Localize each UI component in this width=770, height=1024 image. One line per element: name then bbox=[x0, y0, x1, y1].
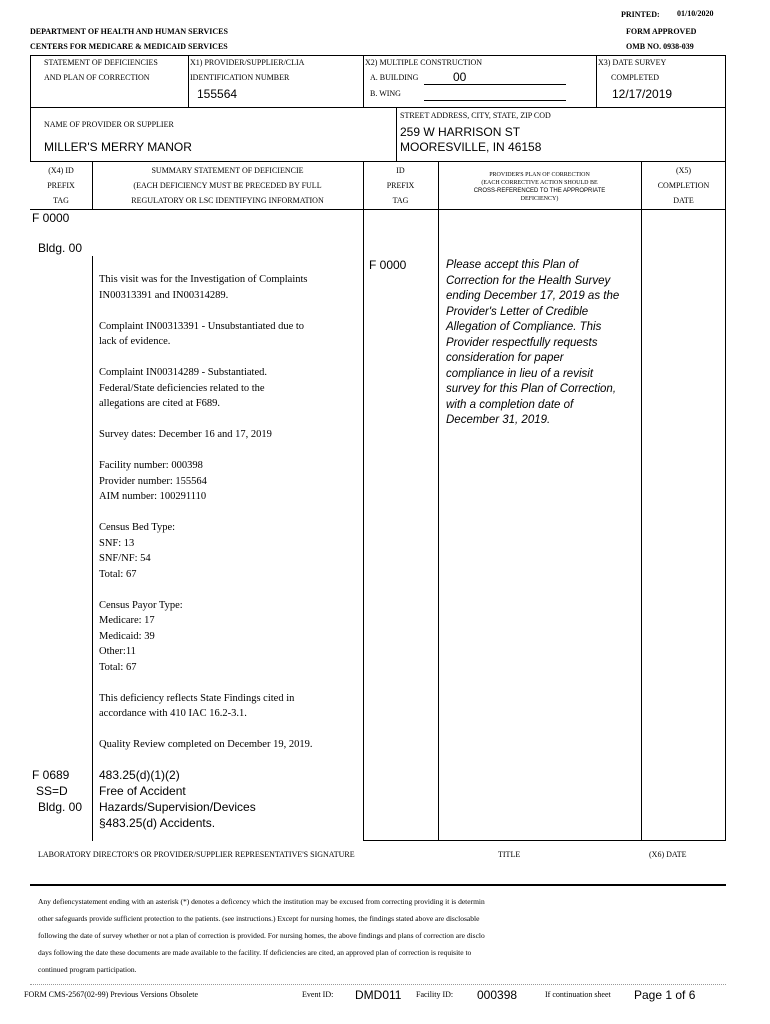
plan-header-3: CROSS-REFERENCED TO THE APPROPRIATE bbox=[473, 188, 606, 194]
summary-line: This deficiency reflects State Findings cited in bbox=[99, 692, 295, 704]
box-divider-3 bbox=[596, 55, 597, 107]
summary-header-1: SUMMARY STATEMENT OF DEFICIENCIE bbox=[151, 166, 304, 175]
summary-line: AIM number: 100291110 bbox=[99, 491, 207, 502]
summary-line: This visit was for the Investigation of Complaints bbox=[99, 274, 308, 285]
summary-line bbox=[99, 675, 312, 691]
column-rule-4 bbox=[641, 161, 642, 841]
printed-date: 01/10/2020 bbox=[677, 9, 714, 18]
event-id-value: DMD011 bbox=[355, 988, 402, 1002]
disclaimer-text bbox=[38, 893, 485, 978]
column-rule-1-body bbox=[92, 256, 93, 841]
plan-of-correction bbox=[446, 258, 619, 429]
date-label: (X6) DATE bbox=[649, 850, 687, 859]
provider-box-divider bbox=[396, 107, 397, 161]
summary-line: Medicare: 17 bbox=[99, 615, 155, 626]
summary-line: allegations are cited at F689. bbox=[99, 398, 221, 409]
survey-completed-date: 12/17/2019 bbox=[612, 87, 673, 101]
centers-name: CENTERS FOR MEDICARE & MEDICAID SERVICES bbox=[30, 42, 228, 51]
box-divider-1 bbox=[188, 55, 189, 107]
summary-line: IN00313391 and IN00314289. bbox=[99, 289, 229, 301]
plan-header-2: (EACH CORRECTIVE ACTION SHOULD BE bbox=[481, 180, 598, 186]
summary-line bbox=[99, 350, 312, 366]
summary-line bbox=[99, 722, 312, 738]
x4-header-3: TAG bbox=[53, 196, 69, 205]
regulation-number: 483.25(d)(1)(2) bbox=[99, 768, 180, 782]
summary-line: Total: 67 bbox=[99, 661, 137, 673]
summary-line: Total: 67 bbox=[99, 568, 137, 580]
column-header-rule bbox=[30, 209, 726, 210]
printed-label: PRINTED: bbox=[621, 10, 660, 19]
id-header-2: PREFIX bbox=[386, 181, 415, 190]
event-id-label: Event ID: bbox=[302, 990, 334, 999]
x1-label-2: IDENTIFICATION NUMBER bbox=[190, 73, 290, 82]
regulation-title-1: Free of Accident bbox=[99, 784, 186, 798]
disclaimer-line: other safeguards provide sufficient protection to the patients. (see instructions.) Except for nursing homes, the findings stated above are disclosable bbox=[38, 914, 480, 923]
summary-line: SNF: 13 bbox=[99, 537, 135, 549]
plan-line: Allegation of Compliance. This bbox=[446, 321, 602, 333]
building-value: 00 bbox=[453, 70, 467, 84]
regulation-title-2: Hazards/Supervision/Devices bbox=[99, 800, 256, 814]
plan-line: December 31, 2019. bbox=[446, 414, 551, 426]
summary-line: Provider number: 155564 bbox=[99, 475, 207, 487]
signature-rule bbox=[30, 884, 726, 886]
plan-line: Please accept this Plan of bbox=[446, 259, 579, 271]
form-number: FORM CMS-2567(02-99) Previous Versions Obsolete bbox=[24, 990, 199, 999]
x5-header-3: DATE bbox=[673, 196, 694, 205]
summary-line bbox=[99, 303, 312, 319]
provider-box-right bbox=[725, 107, 726, 161]
provider-name: MILLER'S MERRY MANOR bbox=[44, 140, 192, 154]
id-header-1: ID bbox=[396, 166, 405, 175]
summary-line: lack of evidence. bbox=[99, 336, 171, 347]
facility-id-label: Facility ID: bbox=[416, 990, 454, 999]
wing-underline bbox=[424, 100, 566, 101]
bldg-00: Bldg. 00 bbox=[38, 241, 83, 255]
address-label: STREET ADDRESS, CITY, STATE, ZIP COD bbox=[400, 111, 551, 120]
x1-label-1: X1) PROVIDER/SUPPLIER/CLIA bbox=[190, 58, 305, 67]
summary-line bbox=[99, 582, 312, 598]
plan-line: compliance in lieu of a revisit bbox=[446, 367, 594, 380]
x4-header-1: (X4) ID bbox=[48, 166, 74, 175]
plan-line: Provider respectfully requests bbox=[446, 336, 598, 349]
summary-line: Survey dates: December 16 and 17, 2019 bbox=[99, 429, 272, 440]
provider-box-left bbox=[30, 107, 31, 161]
disclaimer-line: days following the date these documents are made available to the facility. If deficiencies are cited, an approved plan of correction is requisite to bbox=[38, 948, 472, 957]
plan-line: consideration for paper bbox=[446, 352, 564, 364]
x3-label-1: X3) DATE SURVEY bbox=[598, 58, 667, 67]
department-name: DEPARTMENT OF HEALTH AND HUMAN SERVICES bbox=[30, 27, 228, 36]
column-rule-5 bbox=[725, 161, 726, 841]
title-label: TITLE bbox=[498, 850, 521, 859]
tag-f0000: F 0000 bbox=[32, 211, 70, 225]
scope-severity: SS=D bbox=[36, 784, 68, 798]
page-number: Page 1 of 6 bbox=[634, 988, 696, 1002]
box-divider-2 bbox=[363, 55, 364, 107]
summary-line: Quality Review completed on December 19, 2019. bbox=[99, 739, 313, 750]
table-bottom-rule bbox=[363, 840, 726, 841]
summary-line: Federal/State deficiencies related to the bbox=[99, 382, 265, 394]
box-left-rule bbox=[30, 55, 31, 107]
id-header-3: TAG bbox=[392, 196, 409, 205]
provider-number: 155564 bbox=[197, 87, 238, 101]
street-address: 259 W HARRISON ST bbox=[400, 125, 521, 139]
footer-rule bbox=[30, 984, 726, 985]
x4-header-2: PREFIX bbox=[47, 181, 75, 190]
plan-line: Provider's Letter of Credible bbox=[446, 305, 589, 318]
plan-line: Correction for the Health Survey bbox=[446, 274, 611, 287]
disclaimer-line: continued program participation. bbox=[38, 965, 137, 974]
plan-line: ending December 17, 2019 as the bbox=[446, 290, 620, 302]
plan-header-1: PROVIDER'S PLAN OF CORRECTION bbox=[489, 172, 590, 178]
continuation-sheet: If continuation sheet bbox=[545, 990, 611, 999]
summary-line bbox=[99, 443, 312, 459]
x3-label-2: COMPLETED bbox=[611, 73, 659, 82]
summary-header-3: REGULATORY OR LSC IDENTIFYING INFORMATION bbox=[131, 196, 324, 205]
signature-label: LABORATORY DIRECTOR'S OR PROVIDER/SUPPLIER REPRESENTATIVE'S SIGNATURE bbox=[38, 850, 355, 859]
building-label: A. BUILDING bbox=[370, 73, 419, 82]
summary-line: Census Bed Type: bbox=[99, 522, 176, 533]
disclaimer-line: Any defiencystatement ending with an asterisk (*) denotes a deficency which the institution may be excused from correcting providing it is determin bbox=[38, 897, 485, 906]
summary-line bbox=[99, 505, 312, 521]
x5-header-2: COMPLETION bbox=[657, 181, 710, 190]
statement-label-2: AND PLAN OF CORRECTION bbox=[44, 73, 150, 82]
x2-label: X2) MULTIPLE CONSTRUCTION bbox=[365, 58, 483, 67]
id-tag-f0000: F 0000 bbox=[369, 258, 407, 272]
regulation-title-3: §483.25(d) Accidents. bbox=[99, 816, 216, 830]
summary-line: SNF/NF: 54 bbox=[99, 553, 151, 564]
provider-box-bottom bbox=[30, 161, 726, 162]
plan-line: with a completion date of bbox=[446, 398, 574, 411]
summary-line: accordance with 410 IAC 16.2-3.1. bbox=[99, 708, 247, 719]
summary-statement bbox=[99, 272, 312, 753]
summary-line: Medicaid: 39 bbox=[99, 630, 155, 642]
summary-line: Other:11 bbox=[99, 646, 136, 657]
top-rule bbox=[30, 55, 726, 56]
provider-name-label: NAME OF PROVIDER OR SUPPLIER bbox=[44, 120, 174, 129]
summary-line: Complaint IN00313391 - Unsubstantiated due to bbox=[99, 320, 305, 332]
column-rule-3 bbox=[438, 161, 439, 841]
building-underline bbox=[424, 84, 566, 85]
omb-number: OMB NO. 0938-039 bbox=[626, 42, 694, 51]
summary-line: Facility number: 000398 bbox=[99, 460, 203, 471]
box-right-rule bbox=[725, 55, 726, 107]
disclaimer-line: following the date of survey whether or not a plan of correction is provided. For nursing homes, the above findings and plans of correction are disclo bbox=[38, 931, 485, 940]
summary-line: Census Payor Type: bbox=[99, 599, 183, 611]
city-state-zip: MOORESVILLE, IN 46158 bbox=[400, 140, 542, 154]
plan-line: survey for this Plan of Correction, bbox=[446, 383, 617, 395]
summary-line: Complaint IN00314289 - Substantiated. bbox=[99, 367, 267, 378]
x5-header-1: (X5) bbox=[675, 166, 692, 175]
summary-header-2: (EACH DEFICIENCY MUST BE PRECEDED BY FULL bbox=[133, 181, 322, 190]
tag-f0689: F 0689 bbox=[32, 768, 70, 782]
wing-label: B. WING bbox=[370, 89, 401, 98]
column-rule-2 bbox=[363, 161, 364, 841]
plan-header-4: DEFICIENCY) bbox=[520, 196, 559, 202]
form-approved: FORM APPROVED bbox=[626, 27, 697, 36]
summary-line bbox=[99, 412, 312, 428]
statement-label-1: STATEMENT OF DEFICIENCIES bbox=[44, 58, 158, 67]
column-rule-1-header bbox=[92, 161, 93, 209]
bldg-00-second: Bldg. 00 bbox=[38, 800, 83, 814]
provider-box-top bbox=[396, 107, 726, 108]
facility-id-value: 000398 bbox=[477, 988, 518, 1002]
